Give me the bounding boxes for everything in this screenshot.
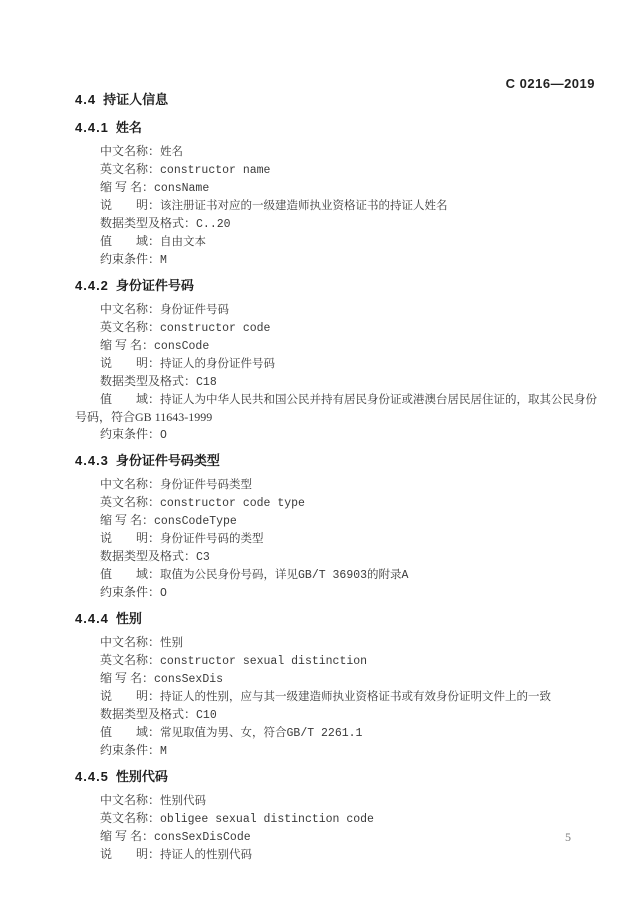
field-row xyxy=(75,652,600,670)
subsection-fields-441 xyxy=(75,143,600,269)
field-label: 值 域： xyxy=(100,392,161,406)
field-row xyxy=(75,688,600,706)
field-value: C18 xyxy=(196,376,217,389)
field-row xyxy=(75,548,600,566)
field-row xyxy=(75,215,600,233)
field-row xyxy=(75,233,600,251)
field-value: consSexDisCode xyxy=(154,831,251,844)
subsection-number: 4.4.5 xyxy=(75,769,109,784)
field-value: consCodeType xyxy=(154,515,237,528)
field-value: consCode xyxy=(154,340,210,353)
field-row xyxy=(75,706,600,724)
subsection-heading-445 xyxy=(75,769,600,785)
subsection-heading-443 xyxy=(75,453,600,469)
field-label: 英文名称： xyxy=(100,653,161,667)
field-value: 身份证件号码的类型 xyxy=(160,533,264,546)
subsection-number: 4.4.2 xyxy=(75,278,109,293)
field-label: 值 域： xyxy=(100,725,161,739)
field-value: 常见取值为男、女，符合GB/T 2261.1 xyxy=(160,727,363,740)
field-value-continuation: 号码，符合GB 11643-1999 xyxy=(75,410,213,424)
subsection-number: 4.4.1 xyxy=(75,120,109,135)
field-label: 约束条件： xyxy=(100,743,161,757)
field-row xyxy=(75,476,600,494)
subsection-heading-441 xyxy=(75,120,600,136)
field-value: 自由文本 xyxy=(160,236,207,249)
subsection-fields-442 xyxy=(75,301,600,444)
field-value: 持证人为中华人民共和国公民并持有居民身份证或港澳台居民居住证的，取其公民身份 xyxy=(160,394,598,407)
field-label: 约束条件： xyxy=(100,585,161,599)
field-label: 缩 写 名： xyxy=(100,671,155,685)
field-value: 持证人的性别代码 xyxy=(160,849,253,862)
field-value: consSexDis xyxy=(154,673,224,686)
subsection-fields-443 xyxy=(75,476,600,602)
field-value: 持证人的身份证件号码 xyxy=(160,358,276,371)
field-label: 说 明： xyxy=(100,531,161,545)
field-value: 性别 xyxy=(160,637,184,650)
field-row xyxy=(75,373,600,391)
subsection-heading-442 xyxy=(75,278,600,294)
field-label: 数据类型及格式： xyxy=(100,216,197,230)
field-label: 说 明： xyxy=(100,198,161,212)
field-value: M xyxy=(160,745,167,758)
section-title: 持证人信息 xyxy=(103,92,169,107)
field-row xyxy=(75,143,600,161)
field-label: 中文名称： xyxy=(100,144,161,158)
field-value: O xyxy=(160,587,167,600)
field-value: 身份证件号码 xyxy=(160,304,230,317)
page-content xyxy=(75,92,600,864)
field-row xyxy=(75,810,600,828)
field-row xyxy=(75,179,600,197)
field-row xyxy=(75,742,600,760)
field-value: O xyxy=(160,429,167,442)
subsection-title: 姓名 xyxy=(115,120,142,135)
field-label: 缩 写 名： xyxy=(100,338,155,352)
doc-code: C 0216—2019 xyxy=(505,76,595,91)
section-number: 4.4 xyxy=(75,92,97,107)
field-row xyxy=(75,566,600,584)
subsection-title: 性别 xyxy=(115,611,142,626)
subsection-fields-445 xyxy=(75,792,600,864)
field-value: C..20 xyxy=(196,218,231,231)
field-value: constructor code xyxy=(160,322,271,335)
field-value: constructor code type xyxy=(160,497,305,510)
field-row xyxy=(75,670,600,688)
field-row xyxy=(75,828,600,846)
field-row xyxy=(75,301,600,319)
field-label: 中文名称： xyxy=(100,793,161,807)
subsection-fields-444 xyxy=(75,634,600,760)
field-label: 数据类型及格式： xyxy=(100,374,197,388)
field-row xyxy=(75,426,600,444)
field-value: 持证人的性别，应与其一级建造师执业资格证书或有效身份证明文件上的一致 xyxy=(160,691,552,704)
field-row xyxy=(75,792,600,810)
field-label: 数据类型及格式： xyxy=(100,549,197,563)
field-row xyxy=(75,355,600,373)
subsection-heading-444 xyxy=(75,611,600,627)
field-label: 中文名称： xyxy=(100,302,161,316)
field-label: 英文名称： xyxy=(100,811,161,825)
field-label: 值 域： xyxy=(100,234,161,248)
field-value: C3 xyxy=(196,551,210,564)
field-row xyxy=(75,634,600,652)
field-row xyxy=(75,584,600,602)
field-value: constructor name xyxy=(160,164,271,177)
field-label: 缩 写 名： xyxy=(100,513,155,527)
field-label: 值 域： xyxy=(100,567,161,581)
section-heading xyxy=(75,92,600,108)
field-label: 英文名称： xyxy=(100,162,161,176)
field-label: 约束条件： xyxy=(100,427,161,441)
subsection-title: 身份证件号码类型 xyxy=(115,453,220,468)
field-row xyxy=(75,391,600,409)
field-label: 英文名称： xyxy=(100,495,161,509)
field-value: C10 xyxy=(196,709,217,722)
field-row xyxy=(75,846,600,864)
field-label: 数据类型及格式： xyxy=(100,707,197,721)
subsection-number: 4.4.4 xyxy=(75,611,109,626)
field-label: 约束条件： xyxy=(100,252,161,266)
field-row xyxy=(75,512,600,530)
field-label: 说 明： xyxy=(100,689,161,703)
field-label: 中文名称： xyxy=(100,635,161,649)
field-row xyxy=(75,161,600,179)
field-value: 身份证件号码类型 xyxy=(160,479,253,492)
subsection-number: 4.4.3 xyxy=(75,453,109,468)
field-row xyxy=(75,197,600,215)
field-value: constructor sexual distinction xyxy=(160,655,368,668)
field-row xyxy=(75,251,600,269)
field-row xyxy=(75,337,600,355)
page-number: 5 xyxy=(565,830,571,844)
field-row xyxy=(75,530,600,548)
field-value: 取值为公民身份号码，详见GB/T 36903的附录A xyxy=(160,569,409,582)
field-row xyxy=(75,319,600,337)
field-row xyxy=(75,724,600,742)
field-label: 中文名称： xyxy=(100,477,161,491)
field-value: 性别代码 xyxy=(160,795,207,808)
field-label: 说 明： xyxy=(100,356,161,370)
field-value: 姓名 xyxy=(160,146,184,159)
subsection-title: 性别代码 xyxy=(115,769,168,784)
subsection-title: 身份证件号码 xyxy=(115,278,194,293)
field-row xyxy=(75,494,600,512)
field-label: 英文名称： xyxy=(100,320,161,334)
field-value: consName xyxy=(154,182,210,195)
field-label: 缩 写 名： xyxy=(100,180,155,194)
field-value: 该注册证书对应的一级建造师执业资格证书的持证人姓名 xyxy=(160,200,448,213)
field-label: 说 明： xyxy=(100,847,161,861)
field-value: M xyxy=(160,254,167,267)
field-label: 缩 写 名： xyxy=(100,829,155,843)
field-value: obligee sexual distinction code xyxy=(160,813,374,826)
